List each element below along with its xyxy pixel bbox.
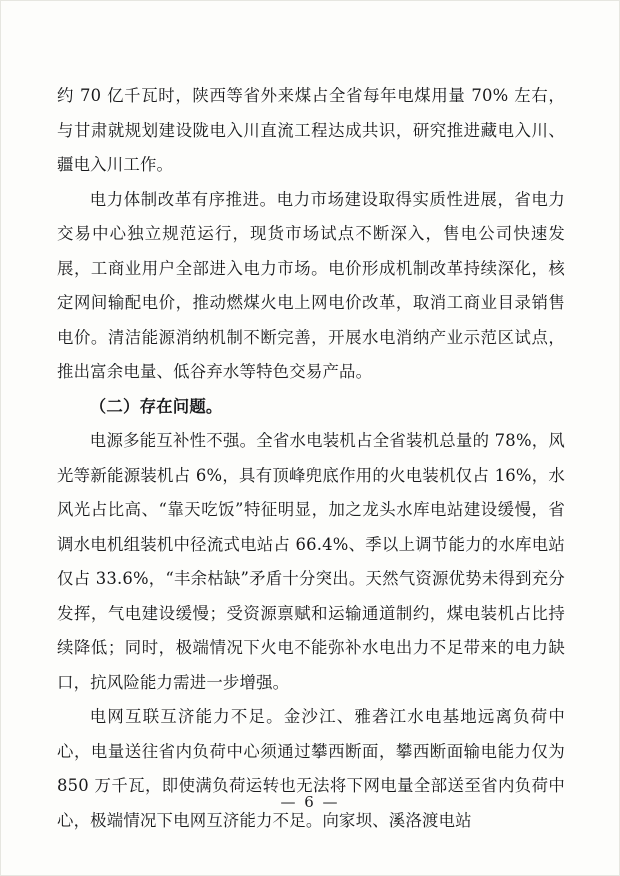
- section-heading: （二）存在问题。: [89, 396, 223, 416]
- page-number: — 6 —: [280, 793, 340, 811]
- page-body: [57, 79, 565, 838]
- body-paragraph: 电力体制改革有序推进。电力市场建设取得实质性进展，省电力交易中心独立规范运行，现货市场试点不断深入，售电公司快速发展，工商业用户全部进入电力市场。电价形成机制改革持续深化，核定网间输配电价，推动燃煤火电上网电价改革，取消工商业目录销售电价。清洁能源消纳机制不断完善，开展水电消纳产业示范区试点，推出富余电量、低谷弃水等特色交易产品。: [57, 189, 565, 381]
- body-paragraph: 电源多能互补性不强。全省水电装机占全省装机总量的 78%，风光等新能源装机占 6%，具有顶峰兜底作用的火电装机仅占 16%，水风光占比高、“靠天吃饭”特征明显，加之龙头水库电站建设缓慢，省调水电机组装机中径流式电站占 66.4%、季以上调节能力的水库电站仅占 33.6%，“丰余枯缺”矛盾十分突出。天然气资源优势未得到充分发挥，气电建设缓慢；受资源禀赋和运输通道制约，煤电装机占比持续降低；同时，极端情况下火电不能弥补水电出力不足带来的电力缺口，抗风险能力需进一步增强。: [57, 431, 565, 692]
- body-paragraph: 约 70 亿千瓦时，陕西等省外来煤占全省每年电煤用量 70% 左右，与甘肃就规划建设陇电入川直流工程达成共识，研究推进藏电入川、疆电入川工作。: [57, 86, 565, 174]
- body-paragraph: 电网互联互济能力不足。金沙江、雅砻江水电基地远离负荷中心，电量送往省内负荷中心须通过攀西断面，攀西断面输电能力仅为 850 万千瓦，即使满负荷运转也无法将下网电量全部送至省内负荷中心，极端情况下电网互济能力不足。向家坝、溪洛渡电站: [57, 707, 565, 830]
